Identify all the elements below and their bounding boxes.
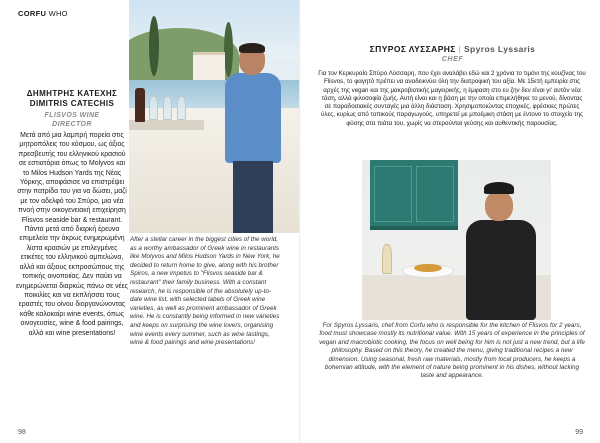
spyros-name-heading xyxy=(305,44,600,54)
section-header-bold: CORFU xyxy=(18,9,47,18)
page-number-left: 98 xyxy=(18,429,26,436)
spyros-body-greek: Για τον Κερκυραίο Σπύρο Λύσσαρη, που έχει αναλάβει εδώ και 2 χρόνια το τιμόνι της κουζίνας του Flisvos, το φαγητό πρέπει να αναδεικνύει όλη την διατροφική του αξία. Με 15ετή εμπειρία στις αρχές της vegan και της μακροβιοτικής μαγειρικής, η έμφαση στο ευ ζην δεν είναι γι' αυτόν νέα τάση, αλλά φιλοσοφία ζωής. Αυτή είναι και η βάση με την οποία επιμελήθηκε το μενού, δίνοντας σε παραδοσιακές συνταγές μια άλλη διάσταση. Χρησιμοποιώντας εποχικές, φρέσκιες πρώτες ύλες, κυρίως από τοπικούς παραγωγούς, υπηρετεί με μποέμικη στάση με έντονο το στοιχείο της φύσης στα πιάτα του, χωρίς να στερούνται γεύσης και αυθεντικής παρουσίας. xyxy=(318,70,586,127)
spyros-role: CHEF xyxy=(441,56,464,63)
dimitris-role-line1: FLISVOS WINE xyxy=(44,112,100,119)
dimitris-body-greek: Μετά από μια λαμπρή πορεία στις μητροπόλεις του κόσμου, ως άξιος πρεσβευτής του ελληνικού κρασιού σε εστιατόρια όπως το Molyvos και το Milos Hudson Yards της Νέας Υόρκης, αποφάσισε να επιστρέψει στην πατρίδα του για να δώσει, μαζί με τον αδελφό του Σπύρο, μια νέα πνοή στην οικογενειακή επιχείρηση Flisvos seaside bar & restaurant. Πάντα μετά από διαρκή έρευνα επιμελεία την άκρως ενημερωμένη λίστα κρασιών με επιλεγμένες ετικέτες του ελληνικού αμπελώνα, αλλά και άξιους εκπροσώπους της τοπικής οινοποιίας. Δεν παύει να ενημερώνεται διαρκώς πάνω σε νέες ποικιλίες και να εκπλήσσει τους εραστές του οίνου διοργανώνοντας κάθε καλοκαίρι wine events, όπως οινογευσίες, wine & food pairings, αλλά και wine presentations! xyxy=(15,132,129,337)
section-header-light: WHO xyxy=(48,9,68,18)
spyros-caption-english: For Spyros Lyssaris, chef from Corfu who is responsible for the kitchen of Flisvos for 2 years, food must showcase mostly its nutritional value. With 15 years of experience in the principles of vegan and macrobiotic cooking, the focus on well being for him is not just a new trend, but a life philosophy. Based on this theory, he created the menu, giving traditional recipes a new dimension. Using seasonal, fresh raw materials, mostly from local producers, he keeps a bohemian attitude, with the element of nature being prominent in his dishes, without lacking taste and appearance. xyxy=(319,322,585,380)
dimitris-caption-english: After a stellar career in the biggest cities of the world, as a worthy ambassador of Greek wine in restaurants like Molyvos and Milos Hudson Yards in New York, he decided to return home to give, along with his brother Spiros, a new impetus to "Flisvos seaside bar & restaurant" their family business. With a constant research, he is responsible of the absolutely up-to-date wine list, with selected labels of Greek wine varieties, as well as prominent ambassador of Greek wine. He is constantly being informed in new varieties and keeps on surprising the wine lovers, organising wine events every summer, such as wine tastings, wine & food pairings and wine presentations! xyxy=(130,236,280,347)
dimitris-role xyxy=(15,111,129,129)
page-gutter xyxy=(299,0,301,443)
dimitris-name-greek: ΔΗΜΗΤΡΗΣ ΚΑΤΕΧΗΣ xyxy=(26,89,118,98)
dimitris-name-block xyxy=(15,89,129,129)
dimitris-role-line2: DIRECTOR xyxy=(52,121,92,128)
section-header xyxy=(18,9,68,18)
spyros-cooking-photo xyxy=(362,160,551,320)
spyros-name-greek: ΣΠΥΡΟΣ ΛΥΣΣΑΡΗΣ xyxy=(369,44,456,54)
dimitris-name-english: DIMITRIS CATECHIS xyxy=(29,99,115,108)
spyros-name-english: Spyros Lyssaris xyxy=(463,44,536,54)
page-number-right: 99 xyxy=(575,429,583,436)
spyros-name-separator: | xyxy=(458,44,462,54)
dimitris-portrait-photo xyxy=(129,0,299,233)
